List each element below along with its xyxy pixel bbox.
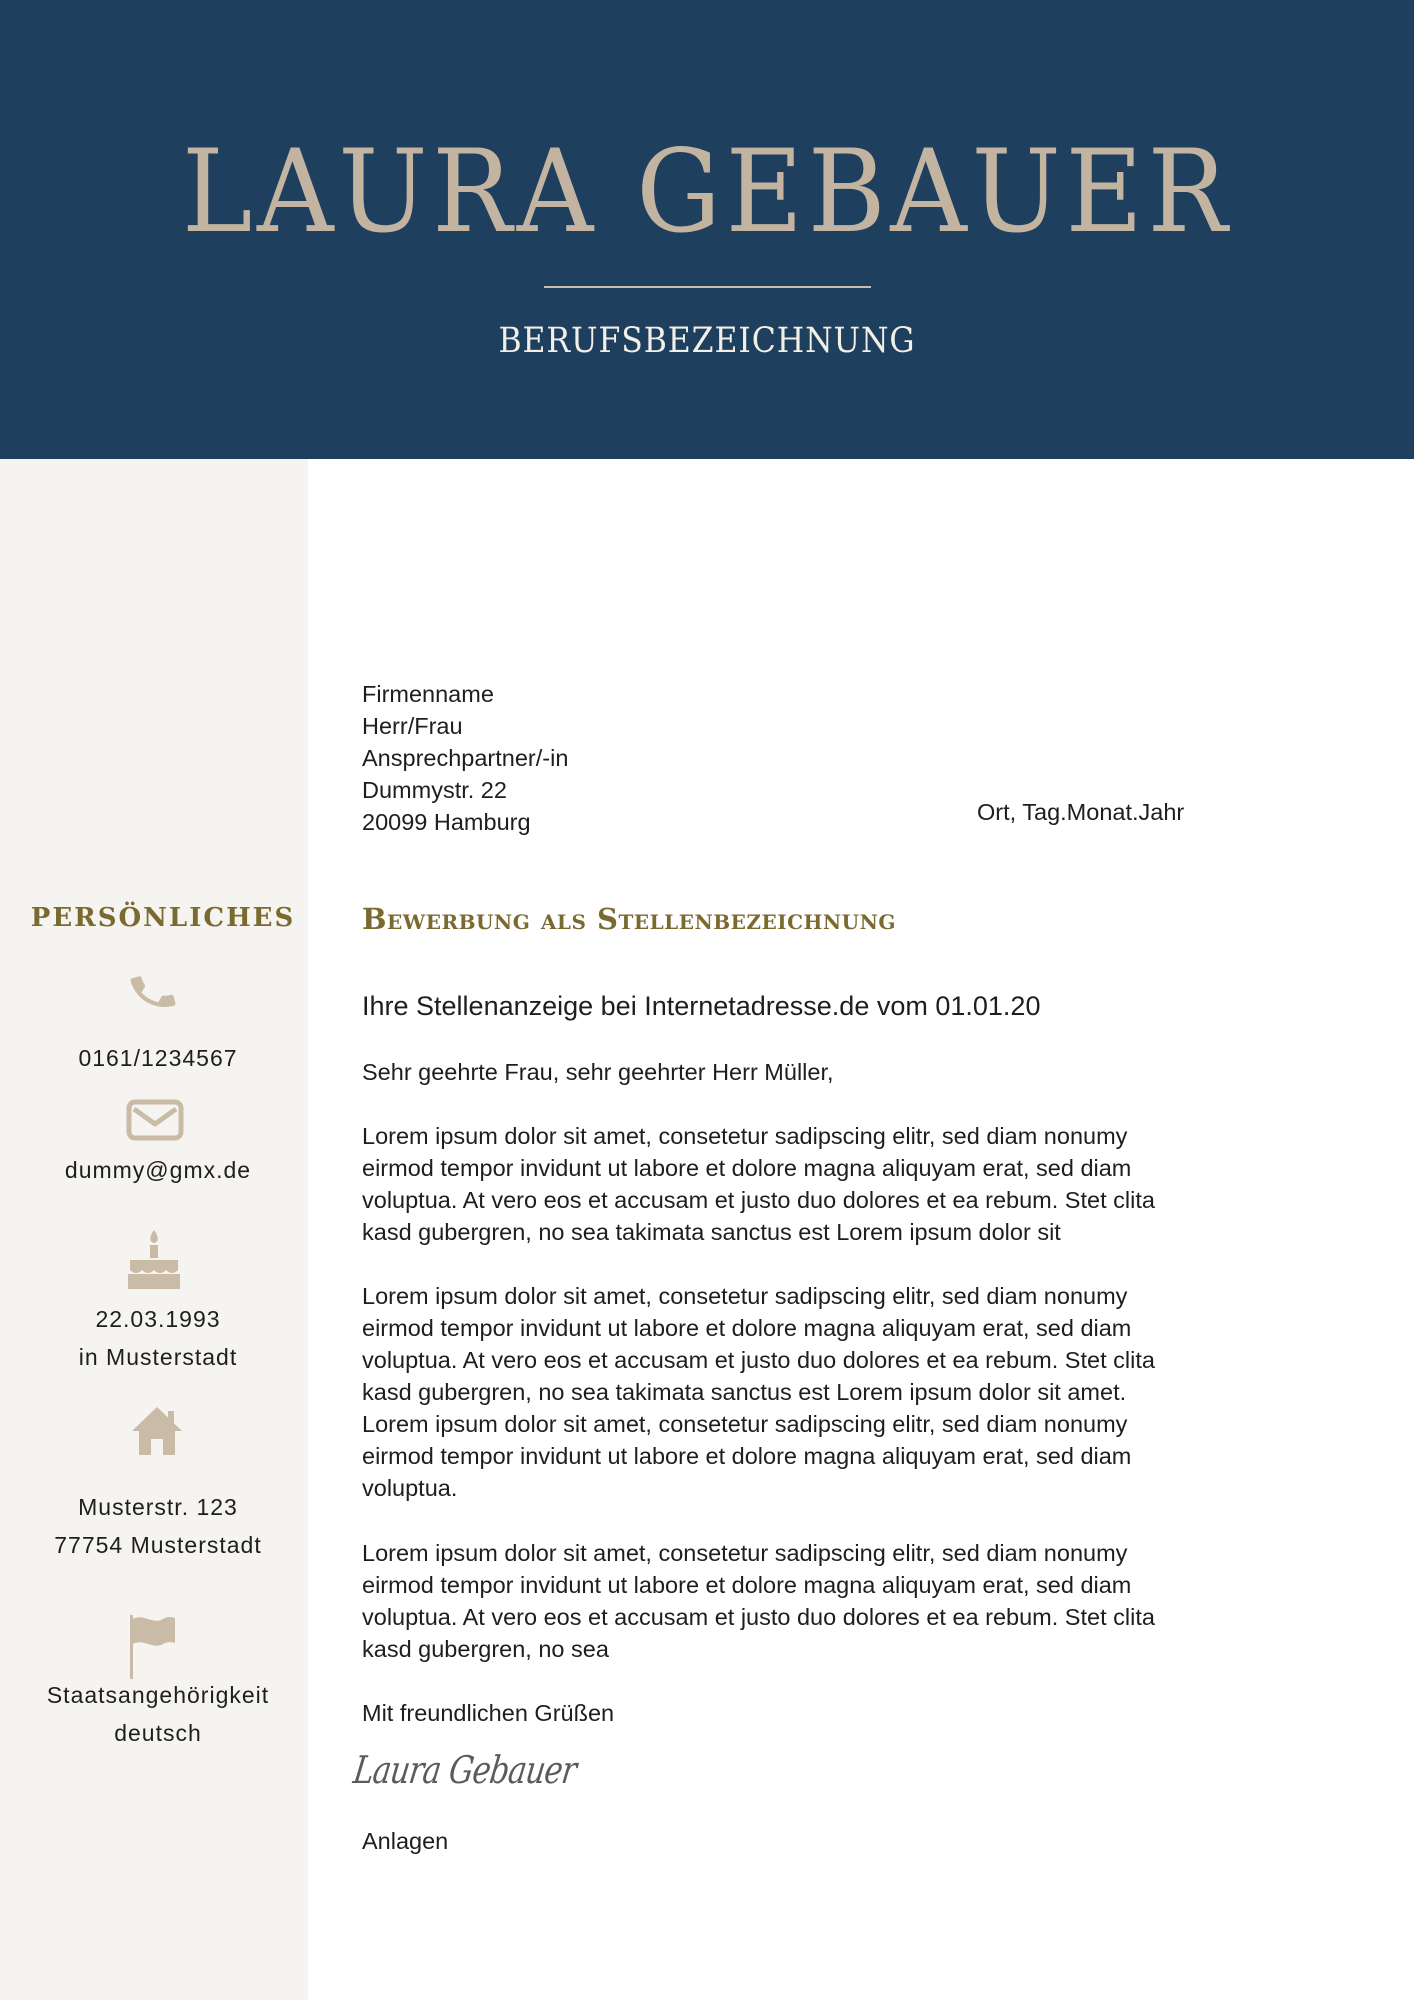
paragraph-line: eirmod tempor invidunt ut labore et dolore magna aliquyam erat, sed diam bbox=[362, 1572, 1132, 1598]
personal-heading: PERSÖNLICHES bbox=[30, 903, 296, 933]
paragraph-1 bbox=[362, 1120, 1342, 1248]
paragraph-line: voluptua. At vero eos et accusam et justo duo dolores et ea rebum. Stet clita bbox=[362, 1347, 1155, 1373]
paragraph-line: Lorem ipsum dolor sit amet, consetetur sadipscing elitr, sed diam nonumy bbox=[362, 1123, 1128, 1149]
city-address: 77754 Musterstadt bbox=[54, 1532, 262, 1558]
recipient-line: Herr/Frau bbox=[362, 713, 463, 739]
phone-number: 0161/1234567 bbox=[78, 1045, 238, 1071]
salutation: Sehr geehrte Frau, sehr geehrter Herr Müller, bbox=[362, 1059, 834, 1085]
job-title: BERUFSBEZEICHNUNG bbox=[498, 321, 916, 361]
applicant-name: LAURA GEBAUER bbox=[182, 125, 1232, 258]
paragraph-line: Lorem ipsum dolor sit amet, consetetur sadipscing elitr, sed diam nonumy bbox=[362, 1411, 1128, 1437]
nationality-label: Staatsangehörigkeit bbox=[46, 1682, 270, 1708]
phone-icon bbox=[128, 967, 178, 1017]
paragraph-line: voluptua. At vero eos et accusam et justo duo dolores et ea rebum. Stet clita bbox=[362, 1604, 1155, 1630]
recipient-line: Ansprechpartner/-in bbox=[362, 745, 569, 771]
header-divider bbox=[544, 286, 871, 288]
header-banner bbox=[0, 0, 1414, 459]
recipient-address bbox=[362, 678, 568, 838]
nationality: deutsch bbox=[114, 1720, 202, 1746]
job-ad-reference: Ihre Stellenanzeige bei Internetadresse.de vom 01.01.20 bbox=[362, 991, 1041, 1021]
paragraph-line: voluptua. bbox=[362, 1475, 458, 1501]
email-address: dummy@gmx.de bbox=[64, 1157, 252, 1183]
letter-subject: Bewerbung als Stellenbezeichnung bbox=[362, 902, 896, 936]
envelope-icon bbox=[126, 1099, 184, 1141]
paragraph-2 bbox=[362, 1280, 1342, 1504]
signature: Laura Gebauer bbox=[350, 1748, 579, 1792]
paragraph-line: voluptua. At vero eos et accusam et justo duo dolores et ea rebum. Stet clita bbox=[362, 1187, 1155, 1213]
street-address: Musterstr. 123 bbox=[78, 1494, 238, 1520]
paragraph-line: kasd gubergren, no sea takimata sanctus est Lorem ipsum dolor sit amet. bbox=[362, 1379, 1127, 1405]
paragraph-line: kasd gubergren, no sea bbox=[362, 1636, 609, 1662]
flag-icon bbox=[128, 1613, 178, 1681]
birth-date: 22.03.1993 bbox=[95, 1306, 221, 1332]
paragraph-line: kasd gubergren, no sea takimata sanctus est Lorem ipsum dolor sit bbox=[362, 1219, 1061, 1245]
paragraph-line: eirmod tempor invidunt ut labore et dolore magna aliquyam erat, sed diam bbox=[362, 1315, 1132, 1341]
paragraph-line: Lorem ipsum dolor sit amet, consetetur sadipscing elitr, sed diam nonumy bbox=[362, 1540, 1128, 1566]
paragraph-3 bbox=[362, 1537, 1342, 1665]
birth-place: in Musterstadt bbox=[78, 1344, 238, 1370]
paragraph-line: eirmod tempor invidunt ut labore et dolore magna aliquyam erat, sed diam bbox=[362, 1155, 1132, 1181]
closing-formula: Mit freundlichen Grüßen bbox=[362, 1700, 615, 1726]
recipient-line: Dummystr. 22 bbox=[362, 777, 507, 803]
recipient-line: Firmenname bbox=[362, 681, 494, 707]
paragraph-line: Lorem ipsum dolor sit amet, consetetur sadipscing elitr, sed diam nonumy bbox=[362, 1283, 1128, 1309]
recipient-line: 20099 Hamburg bbox=[362, 809, 531, 835]
attachments-note: Anlagen bbox=[362, 1828, 449, 1854]
house-icon bbox=[130, 1405, 184, 1457]
birthday-cake-icon bbox=[126, 1228, 182, 1292]
place-date: Ort, Tag.Monat.Jahr bbox=[977, 799, 1185, 825]
paragraph-line: eirmod tempor invidunt ut labore et dolore magna aliquyam erat, sed diam bbox=[362, 1443, 1132, 1469]
